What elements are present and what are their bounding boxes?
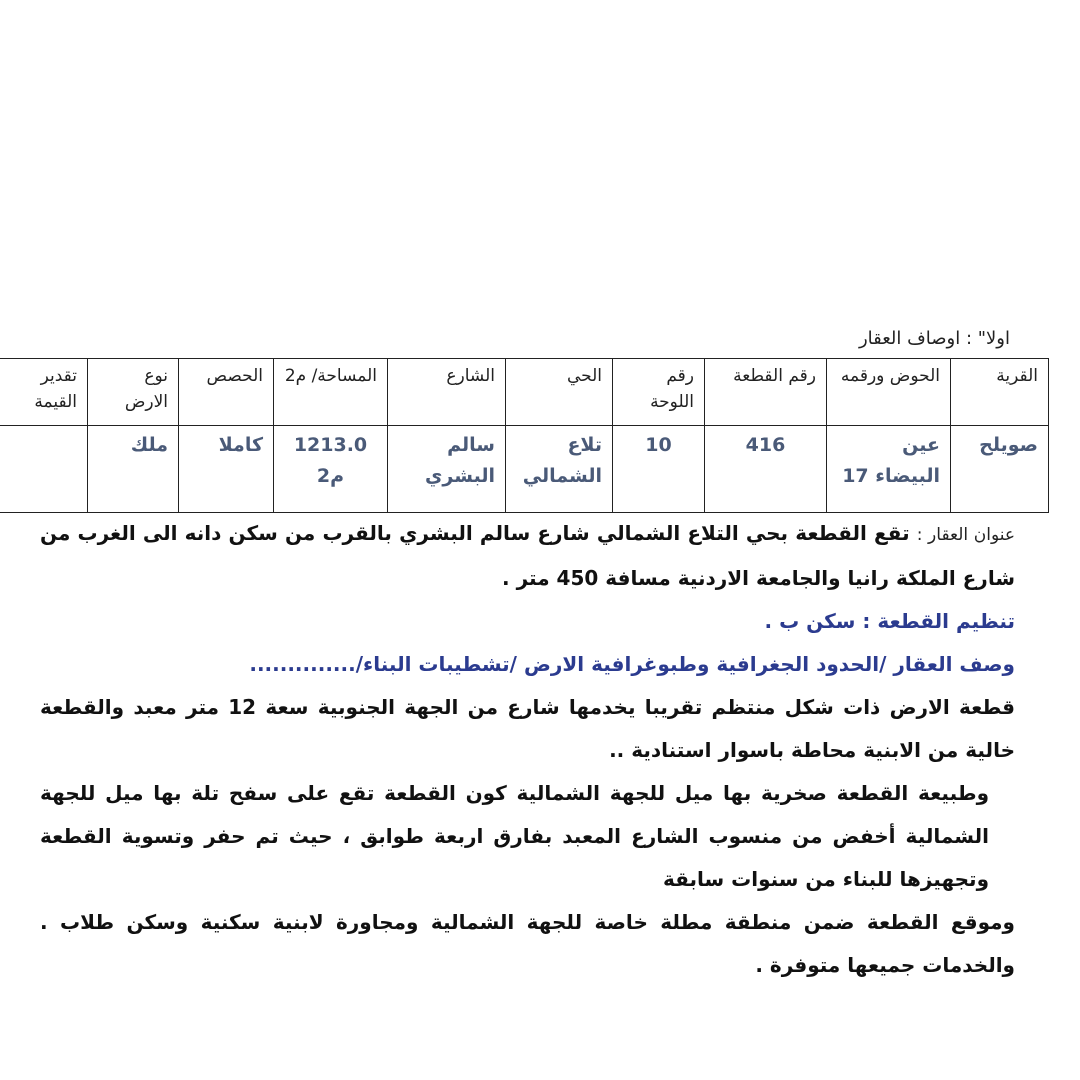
cell-neighborhood: تلاع الشمالي — [506, 426, 613, 513]
cell-basin: عين البيضاء 17 — [827, 426, 951, 513]
header-street: الشارع — [388, 359, 506, 426]
cell-plot-number: 416 — [705, 426, 827, 513]
header-area: المساحة/ م2 — [274, 359, 388, 426]
property-table — [0, 358, 1049, 513]
header-plot-number: رقم القطعة — [705, 359, 827, 426]
body-text — [40, 512, 1015, 987]
header-basin: الحوض ورقمه — [827, 359, 951, 426]
zoning-value: سكن ب . — [764, 609, 856, 633]
header-sheet-number: رقم اللوحة — [613, 359, 705, 426]
address-label: عنوان العقار : — [916, 525, 1015, 545]
header-shares: الحصص — [179, 359, 274, 426]
header-neighborhood: الحي — [506, 359, 613, 426]
address-text: تقع القطعة بحي التلاع الشمالي شارع سالم البشري بالقرب من سكن دانه الى الغرب من شارع الملكة رانيا والجامعة الاردنية مسافة 450 متر . — [40, 521, 1015, 590]
table-row — [0, 426, 1049, 513]
description-heading: وصف العقار /الحدود الجغرافية وطبوغرافية الارض /تشطيبات البناء/.............. — [249, 652, 1015, 676]
table-header-row — [0, 359, 1049, 426]
cell-sheet-number: 10 — [613, 426, 705, 513]
zoning-label: تنظيم القطعة : — [862, 609, 1015, 633]
cell-shares: كاملا — [179, 426, 274, 513]
section-title: اولا" : اوصاف العقار — [858, 328, 1010, 349]
zoning-line — [40, 600, 1015, 643]
address-paragraph — [40, 512, 1015, 600]
cell-village: صويلح — [951, 426, 1049, 513]
cell-valuation — [0, 426, 88, 513]
paragraph-terrain: وطبيعة القطعة صخرية بها ميل للجهة الشمالية كون القطعة تقع على سفح تلة بها ميل للجهة الشمالية أخفض من منسوب الشارع المعبد بفارق اربعة طوابق ، حيث تم حفر وتسوية القطعة وتجهيزها للبناء من سنوات سابقة — [40, 781, 989, 891]
header-land-type: نوع الارض — [88, 359, 179, 426]
cell-street: سالم البشري — [388, 426, 506, 513]
cell-land-type: ملك — [88, 426, 179, 513]
header-valuation: تقدير القيمة — [0, 359, 88, 426]
paragraph-land-shape: قطعة الارض ذات شكل منتظم تقريبا يخدمها شارع من الجهة الجنوبية سعة 12 متر معبد والقطعة خالية من الابنية محاطة باسوار استنادية .. — [40, 695, 1016, 762]
cell-area: 1213.0 م2 — [274, 426, 388, 513]
paragraph-location: وموقع القطعة ضمن منطقة مطلة خاصة للجهة الشمالية ومجاورة لابنية سكنية وسكن طلاب . والخدمات جميعها متوفرة . — [40, 910, 1015, 977]
header-village: القرية — [951, 359, 1049, 426]
